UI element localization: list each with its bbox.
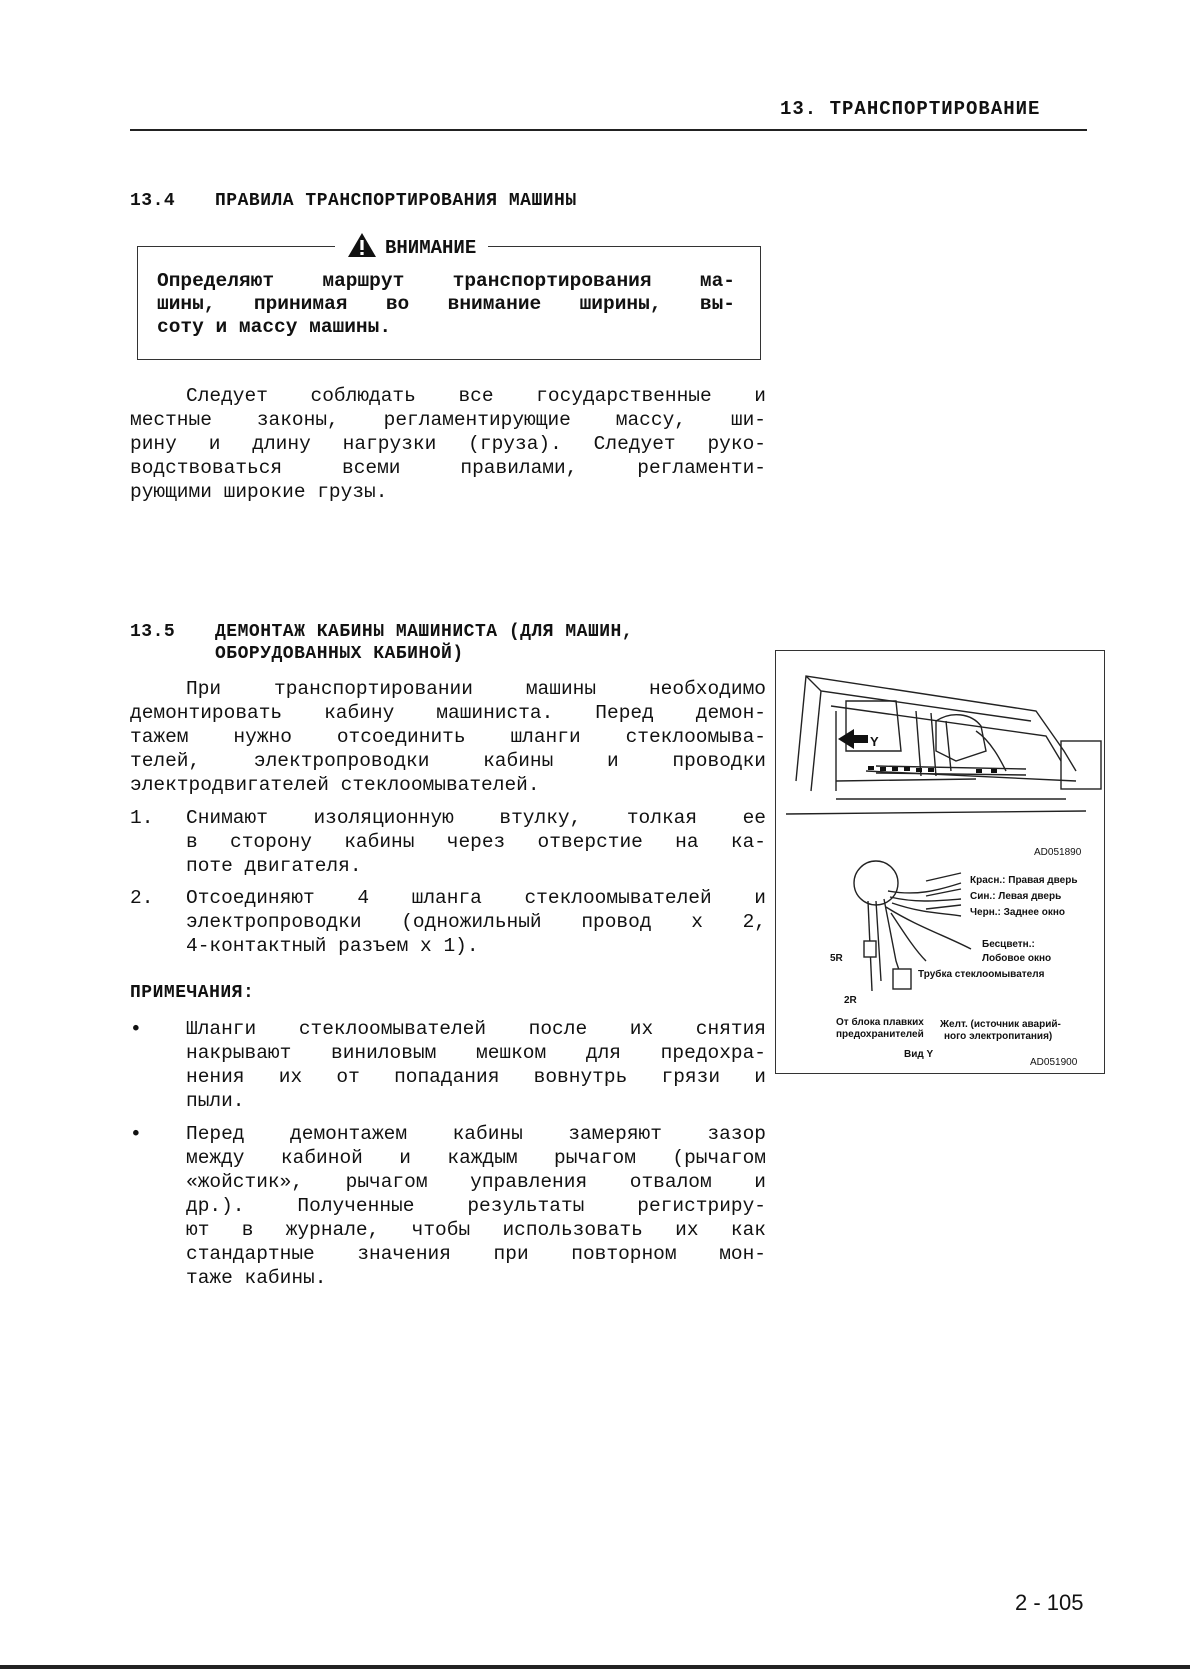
section-13-5-heading [130, 621, 633, 665]
warning-heading [335, 232, 488, 264]
section-number: 13.5 [130, 622, 176, 642]
steps-list [130, 806, 766, 958]
step-line: Отсоединяют 4 шланга стеклоомывателей и [186, 887, 766, 909]
note-line: пыли. [186, 1090, 245, 1112]
step-number: 1. [130, 807, 154, 829]
note-line: между кабиной и каждым рычагом (рычагом [186, 1147, 766, 1169]
label-fuse-block: От блока плавких [836, 1017, 924, 1028]
section-13-4-heading [130, 190, 577, 212]
note-line: Шланги стеклоомывателей после их снятия [186, 1018, 766, 1040]
paragraph-line: Следует соблюдать все государственные и [186, 385, 766, 407]
step-line: Снимают изоляционную втулку, толкая ее [186, 807, 766, 829]
paragraph-line: тажем нужно отсоединить шланги стеклоомыва- [130, 726, 766, 748]
label-yellow-sub: ного электропитания) [944, 1031, 1053, 1042]
warning-text [157, 270, 735, 339]
step-item [130, 806, 766, 878]
bullet-icon: • [130, 1018, 142, 1040]
section-title: ПРАВИЛА ТРАНСПОРТИРОВАНИЯ МАШИНЫ [215, 191, 577, 211]
label-fuse-block-sub: предохранителей [836, 1029, 924, 1040]
view-y-arrow-icon [838, 729, 868, 749]
section-number: 13.4 [130, 191, 176, 211]
paragraph-line: телей, электропроводки кабины и проводки [130, 750, 766, 772]
paragraph-line: рующими широкие грузы. [130, 481, 388, 503]
notes-list [130, 1017, 766, 1290]
view-marker: Y [870, 734, 879, 749]
note-line: накрывают виниловым мешком для предохра- [186, 1042, 766, 1064]
figure-code: AD051900 [1030, 1057, 1078, 1068]
note-line: нения их от попадания вовнутрь грязи и [186, 1066, 766, 1088]
note-line: таже кабины. [186, 1267, 327, 1289]
note-line: др.). Полученные результаты регистриру- [186, 1195, 766, 1217]
label-yellow: Желт. (источник аварий- [940, 1019, 1061, 1030]
paragraph-line: электродвигателей стеклоомывателей. [130, 774, 540, 796]
bottom-rule [0, 1665, 1190, 1669]
note-line: Перед демонтажем кабины замеряют зазор [186, 1123, 766, 1145]
label-tube: Трубка стеклоомывателя [918, 969, 1045, 980]
note-line: «жойстик», рычагом управления отвалом и [186, 1171, 766, 1193]
label-2r: 2R [844, 995, 857, 1006]
cab-illustration [776, 651, 1104, 1073]
step-item [130, 886, 766, 958]
figure-code: AD051890 [1034, 847, 1082, 858]
step-line: поте двигателя. [186, 855, 362, 877]
label-5r: 5R [830, 953, 843, 964]
warning-line: соту и массу машины. [157, 316, 392, 338]
note-line: стандартные значения при повторном мон- [186, 1243, 766, 1265]
note-item [130, 1017, 766, 1113]
label-colorless: Бесцветн.: [982, 939, 1035, 950]
step-number: 2. [130, 887, 154, 909]
step-line: 4-контактный разъем х 1). [186, 935, 479, 957]
warning-line: шины, принимая во внимание ширины, вы- [157, 293, 735, 315]
page-number: 2 - 105 [1015, 1590, 1084, 1615]
label-blue: Син.: Левая дверь [970, 891, 1062, 902]
notes-heading: ПРИМЕЧАНИЯ: [130, 983, 255, 1003]
warning-label: ВНИМАНИЕ [385, 237, 477, 259]
paragraph-line: рину и длину нагрузки (груза). Следует руко- [130, 433, 766, 455]
section-13-4-paragraph [130, 384, 766, 504]
figure-box [775, 650, 1105, 1074]
section-title-line: ОБОРУДОВАННЫХ КАБИНОЙ) [215, 644, 464, 664]
paragraph-line: местные законы, регламентирующие массу, ши- [130, 409, 766, 431]
label-colorless-sub: Лобовое окно [982, 953, 1052, 964]
bullet-icon: • [130, 1123, 142, 1145]
warning-line: Определяют маршрут транспортирования ма- [157, 270, 735, 292]
paragraph-line: При транспортировании машины необходимо [186, 678, 766, 700]
header-rule [130, 129, 1087, 131]
paragraph-line: демонтировать кабину машиниста. Перед демон- [130, 702, 766, 724]
step-line: электропроводки (одножильный провод х 2, [186, 911, 766, 933]
step-line: в сторону кабины через отверстие на ка- [186, 831, 766, 853]
paragraph-line: водствоваться всеми правилами, регламенти- [130, 457, 766, 479]
warning-icon [347, 232, 377, 264]
label-red: Красн.: Правая дверь [970, 875, 1078, 886]
section-title-line: ДЕМОНТАЖ КАБИНЫ МАШИНИСТА (ДЛЯ МАШИН, [215, 622, 634, 642]
note-item [130, 1122, 766, 1290]
section-13-5-intro [130, 677, 766, 797]
label-black: Черн.: Заднее окно [970, 907, 1065, 918]
label-view: Вид Y [904, 1049, 934, 1060]
note-line: ют в журнале, чтобы использовать их как [186, 1219, 766, 1241]
running-header: 13. ТРАНСПОРТИРОВАНИЕ [780, 98, 1041, 120]
